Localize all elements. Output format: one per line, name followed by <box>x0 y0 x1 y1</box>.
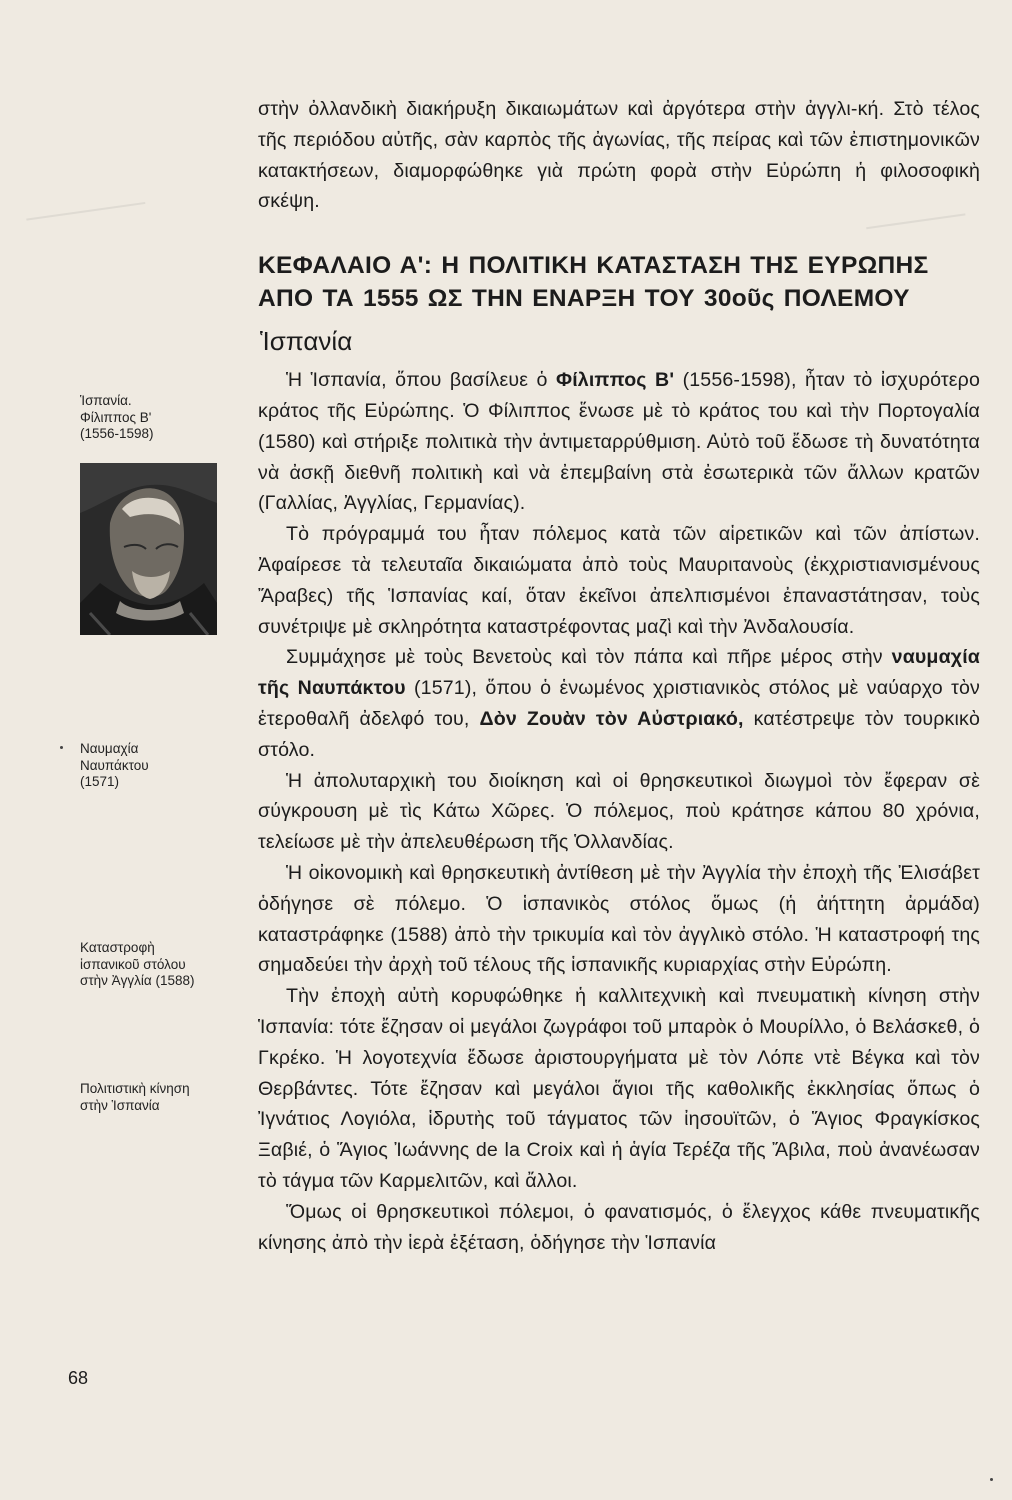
margin-note-line: Πολιτιστικὴ κίνηση <box>80 1081 190 1096</box>
paragraph-program: Τὸ πρόγραμμά του ἦταν πόλεμος κατὰ τῶν αἱρετικῶν καὶ τῶν ἀπίστων. Ἀφαίρεσε τὰ τελευταῖα δικαιώματα ἀπὸ τοὺς Μαυριτανοὺς (ἐκχριστιανισμένους Ἄραβες) τῆς Ἱσπανίας καί, ὅταν ἐκεῖνοι ἀπελπισμένοι ἐπαναστάτησαν, τοὺς συνέτριψε μὲ σκληρότητα καταστρέφοντας μαζὶ καὶ τὴν Ἀνδαλουσία. <box>258 523 980 638</box>
margin-note-culture <box>80 1081 240 1114</box>
paragraph-decline: Ὅμως οἱ θρησκευτικοὶ πόλεμοι, ὁ φανατισμός, ὁ ἔλεγχος κάθε πνευματικῆς κίνησης ἀπὸ τὴν ἱερὰ ἐξέταση, ὁδήγησε τὴν Ἱσπανία <box>258 1200 980 1254</box>
paragraph-text: Συμμάχησε μὲ τοὺς Βενετοὺς καὶ τὸν πάπα καὶ πῆρε μέρος στὴν <box>286 646 892 669</box>
margin-note-line: στὴν Ἱσπανία <box>80 1097 160 1113</box>
margin-note-armada <box>80 940 240 990</box>
bold-term-lepanto: ναυμαχία τῆς Ναυπάκτου <box>258 646 980 700</box>
chapter-title-line-1: ΚΕΦΑΛΑΙΟ Α': Η ΠΟΛΙΤΙΚΗ ΚΑΤΑΣΤΑΣΗ ΤΗΣ ΕΥΡΩΠΗΣ <box>258 252 929 280</box>
margin-note-line: Καταστροφὴ <box>80 940 155 955</box>
portrait-philip-ii <box>80 463 217 635</box>
paragraph-philip <box>258 365 980 519</box>
bold-term-don-juan: Δὸν Ζουὰν τὸν Αὐστριακό, <box>479 707 744 730</box>
margin-note-line: (1571) <box>80 774 120 789</box>
paragraph-text: (1556-1598), ἦταν τὸ ἰσχυρότερο κράτος τῆς Εὐρώπης. Ὁ Φίλιππος ἕνωσε μὲ τὸ κράτος του καὶ τὴν Πορτογαλία (1580) καὶ στήριξε πολιτικὰ τὴν ἀντιμεταρρύθμιση. Αὐτὸ τοῦ ἔδωσε τὴ δυνατότητα νὰ ἀσκῇ διεθνῆ πολιτικὴ καὶ νὰ ἐπεμβαίνη στὰ ἐσωτερικὰ τῶν ἄλλων κρατῶν (Γαλλίας, Ἀγγλίας, Γερμανίας). <box>258 369 981 515</box>
paragraph-culture: Τὴν ἐποχὴ αὐτὴ κορυφώθηκε ἡ καλλιτεχνικὴ καὶ πνευματικὴ κίνηση στὴν Ἱσπανία: τότε ἔζησαν οἱ μεγάλοι ζωγράφοι τοῦ μπαρὸκ ὁ Μουρίλλο, ὁ Βελάσκεθ, ὁ Γκρέκο. Ἡ λογοτεχνία ἔδωσε ἀριστουργήματα μὲ τὸν Λόπε ντὲ Βέγκα καὶ τὸν Θερβάντες. Τότε ἔζησαν καὶ μεγάλοι ἅγιοι τῆς καθολικῆς ἐκκλησίας ὅπως ὁ Ἰγνάτιος Λογιόλα, ἱδρυτὴς τοῦ τάγματος τῶν ἰησουϊτῶν, ὁ Ἅγιος Φραγκίσκος Ξαβιέ, ὁ Ἅγιος Ἰωάννης de la Croix καὶ ἡ ἁγία Τερέζα τῆς Ἄβιλα, ποὺ ἀνανέωσαν τὸ τάγμα τῶν Καρμελιτῶν, καὶ ἄλλοι. <box>258 985 980 1192</box>
margin-note-line: στὴν Ἀγγλία (1588) <box>80 973 195 988</box>
main-text-column <box>258 94 980 1258</box>
speck <box>60 746 63 749</box>
margin-note-line: Ναυμαχία <box>80 741 139 756</box>
margin-note-line: Φίλιππος Β' <box>80 409 152 425</box>
chapter-title-line-2: ΑΠΟ ΤΑ 1555 ΩΣ ΤΗΝ ΕΝΑΡΞΗ ΤΟΥ 30οῦς ΠΟΛΕΜΟΥ <box>258 285 910 313</box>
chapter-title <box>258 249 980 315</box>
page-number: 68 <box>68 1368 89 1388</box>
paragraph-lepanto <box>258 642 980 765</box>
margin-note-lepanto <box>80 741 240 791</box>
margin-note-line: (1556-1598) <box>80 426 154 441</box>
paragraph-text: κατέστρεψε τὸν τουρκικὸ στόλο. <box>258 707 980 761</box>
margin-note-philip <box>80 393 240 443</box>
bleed-through-mark <box>26 202 153 280</box>
paragraph-text: (1571), ὅπου ὁ ἑνωμένος χριστιανικὸς στόλος μὲ ναύαρχο τὸν ἑτεροθαλῆ ἀδελφό του, <box>258 677 980 730</box>
margin-note-line: ἱσπανικοῦ στόλου <box>80 956 186 972</box>
speck <box>990 1478 993 1481</box>
paragraph-text: Ἡ Ἱσπανία, ὅπου βασίλευε ὁ <box>286 369 556 392</box>
section-heading: Ἱσπανία <box>260 326 353 357</box>
paragraph-armada: Ἡ οἰκονομικὴ καὶ θρησκευτικὴ ἀντίθεση μὲ τὴν Ἀγγλία τὴν ἐποχὴ τῆς Ἐλισάβετ ὁδήγησε σὲ πόλεμο. Ὁ ἱσπανικὸς στόλος ὅμως (ἡ ἀήττητη ἀρμάδα) καταστράφηκε (1588) ἀπὸ τὴν τρικυμία καὶ τὸν ἀγγλικὸ στόλο. Ἡ καταστροφή της σημαδεύει τὴν ἀρχὴ τοῦ τέλους τῆς ἱσπανικῆς κυριαρχίας στὴν Εὐρώπη. <box>258 861 980 977</box>
intro-paragraph: στὴν ὀλλανδικὴ διακήρυξη δικαιωμάτων καὶ ἀργότερα στὴν ἀγγλι-κή. Στὸ τέλος τῆς περιόδου αὐτῆς, σὰν καρπὸς τῆς ἀγωνίας, τῆς πείρας καὶ τῶν ἐπιστημονικῶν κατακτήσεων, διαμορφώθηκε γιὰ πρώτη φορὰ στὴν Εὐρώπη ἡ φιλοσοφικὴ σκέψη. <box>258 98 980 213</box>
portrait-image <box>80 463 217 635</box>
margin-note-line: Ναυπάκτου <box>80 757 149 773</box>
bold-term-philip: Φίλιππος Β' <box>555 369 675 392</box>
paragraph-low-countries: Ἡ ἀπολυταρχικὴ του διοίκηση καὶ οἱ θρησκευτικοὶ διωγμοὶ τὸν ἔφεραν σὲ σύγκρουση μὲ τὶς Κάτω Χῶρες. Ὁ πόλεμος, ποὺ κράτησε κάπου 80 χρόνια, τελείωσε μὲ τὴν ἀπελευθέρωση τῆς Ὁλλανδίας. <box>258 769 980 854</box>
margin-note-line: Ἱσπανία. <box>80 393 132 408</box>
